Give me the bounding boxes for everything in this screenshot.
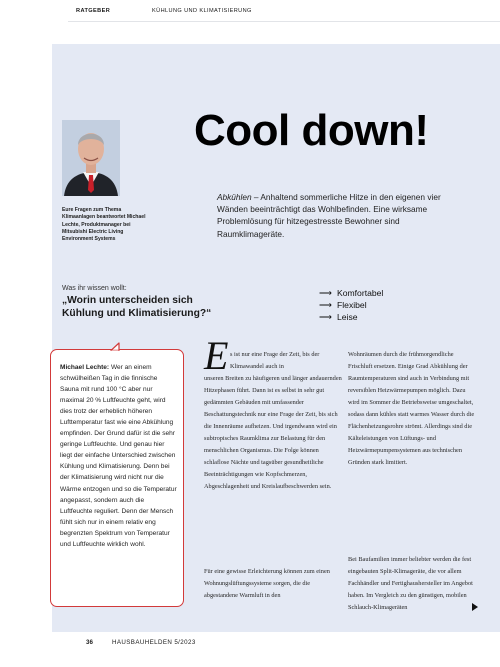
intro-rest: – Anhaltend sommerliche Hitze in den eigenen vier Wänden beeinträchtigt das Wohlbefinden. Eine wirksame Problemlösung für hitzegestresste Bewohner sind Raumklimageräte. [217, 192, 441, 239]
continue-triangle-icon [472, 603, 478, 611]
qa-answer [60, 362, 178, 550]
page-header [0, 8, 500, 24]
magazine-issue: HAUSBAUHELDEN 5/2023 [112, 639, 196, 646]
header-divider [68, 21, 500, 22]
body-column-1-paragraph-2: Für eine gewisse Erleichterung können zum einen Wohnungslüftungssysteme sorgen, die die abgestandene Warmluft in den [204, 568, 330, 599]
feature-list [319, 287, 383, 323]
drop-cap: E [204, 333, 229, 378]
long-right-arrow-icon: ⟶ [319, 287, 332, 298]
expert-portrait [62, 120, 120, 196]
expert-caption: Eure Fragen zum Thema Klimaanlagen beantwortet Michael Lechte, Produktmanager bei Mitsubishi Electric Living Environment Systems [62, 207, 146, 243]
body-column-1: unseren Breiten zu häufigeren und länger andauernden Hitzephasen führt. Dann ist es selbst in sehr gut gedämmten Gebäuden mit umfassender Beschattungstechnik nur eine Frage der Zeit, bis sich die Innenräume aufheizen. Und irgendwann wird ein subtropisches Raumklima zur Belastung für den menschlichen Organismus. Die Folge können schlaflose Nächte und tagsüber gesundheitliche Beeinträchtigungen wie Kopfschmerzen, Abgeschlagenheit und Kreislaufbeschwerden sein. [204, 375, 342, 490]
section-label: RATGEBER [76, 8, 111, 14]
long-right-arrow-icon: ⟶ [319, 311, 332, 322]
qa-question: „Worin unterscheiden sich Kühlung und Klimatisierung?“ [62, 295, 212, 319]
feature-item [319, 299, 383, 311]
answer-author: Michael Lechte: [60, 364, 110, 371]
feature-item [319, 287, 383, 299]
body-column-1-opening: s ist nur eine Frage der Zeit, bis der Klimawandel auch in [230, 351, 320, 370]
feature-item [319, 311, 383, 323]
page-footer [0, 633, 500, 663]
body-column-2-paragraph-2: Bei Baufamilien immer beliebter werden die fest eingebauten Split-Klimageräte, die vor allem Fachhändler und Fertighaushersteller im Angebot haben. Im Vergleich zu den günstigen, mobilen Schlauch-Klimageräten [348, 556, 473, 611]
feature-label: Leise [337, 312, 358, 322]
article-title: Cool down! [194, 106, 429, 155]
feature-label: Flexibel [337, 300, 367, 310]
speech-bubble-tail-icon [110, 342, 128, 352]
feature-label: Komfortabel [337, 288, 384, 298]
article-intro [217, 191, 469, 240]
body-column-2: Wohnräumen durch die frühmorgendliche Frischluft ersetzen. Einige Grad Abkühlung der Raumtemperaturen sind auch in Verbindung mit reversiblen Heizwärmepumpen möglich. Dazu wird im Sommer die Betriebsweise umgeschaltet, sodass dann kühles statt warmes Wasser durch die Flächenheizungsrohre strömt. Allerdings sind die Kälteleistungen von Lüftungs- und Heizwärmepumpensystemen aus technischen Gründen stark limitiert. [348, 351, 475, 466]
topic-label: KÜHLUNG UND KLIMATISIERUNG [152, 8, 252, 14]
page-number: 36 [86, 639, 93, 646]
qa-label: Was ihr wissen wollt: [62, 285, 127, 292]
long-right-arrow-icon: ⟶ [319, 299, 332, 310]
intro-lead: Abkühlen [217, 192, 252, 202]
answer-text: Wer an einem schwülheißen Tag in die finnische Sauna mit rund 100 °C aber nur maximal 20 % Luftfeuchte geht, wird dies trotz der erheblich höheren Lufttemperatur fast wie eine Abkühlung empfinden. Der Grund dafür ist die sehr geringe Luftfeuchte. Und genau hier liegt der einfache Unterschied zwischen Kühlung und Klimatisierung. Denn bei der Klimatisierung wird nicht nur die Wärme entzogen und so die Temperatur angepasst, sondern auch die Luftfeuchte reguliert. Denn der Mensch fühlt sich nur in einem relativ eng begrenzten Spektrum von Temperatur und Luftfeuchte wirklich wohl. [60, 364, 177, 548]
